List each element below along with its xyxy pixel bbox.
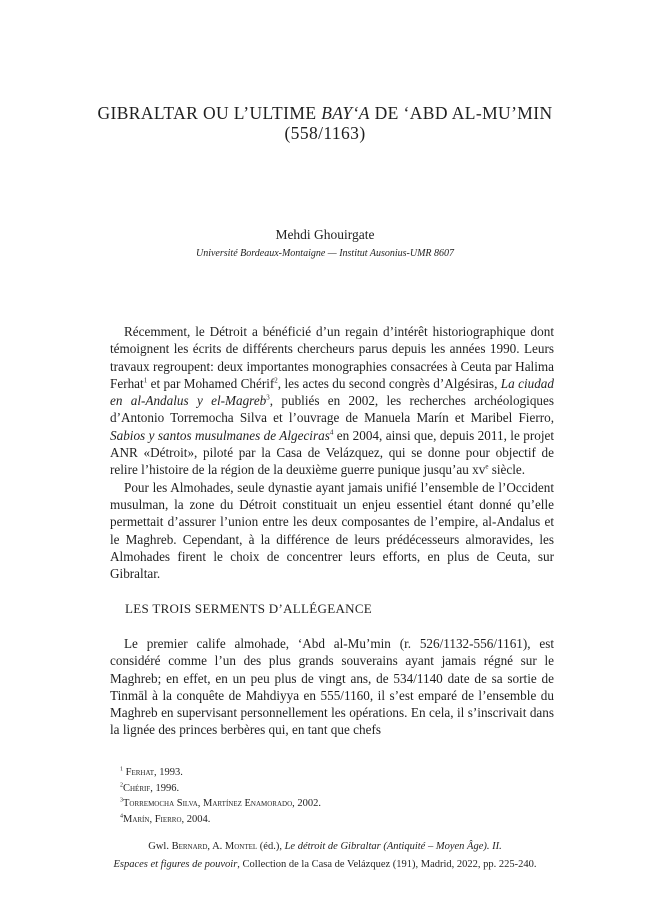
footnotes (120, 765, 321, 827)
publication-reference (0, 838, 650, 874)
ref-text: Gwl. (148, 841, 172, 852)
ref-editors: Bernard, A. Montel (171, 841, 258, 852)
article-title (0, 103, 650, 143)
ref-book-title: Le détroit de Gibraltar (Antiquité – Moyen Âge). II. (284, 841, 502, 852)
footnote-4 (120, 812, 321, 828)
author-affiliation: Université Bordeaux-Montaigne — Institut Ausonius-UMR 8607 (195, 248, 455, 259)
footnote-year: , 1996. (150, 782, 180, 794)
p1-text-b: et par Mohamed Chérif (147, 375, 275, 391)
footnote-ref-3: 3 (266, 393, 270, 402)
footnote-number: 4 (120, 813, 123, 819)
century-superscript: e (485, 462, 489, 471)
footnote-ref-4: 4 (329, 428, 334, 437)
p1-text-f: siècle. (488, 462, 526, 478)
title-subtitle: (558/1163) (284, 123, 366, 143)
footnote-1 (120, 765, 321, 781)
title-part1: GIBRALTAR OU L’ULTIME (97, 103, 322, 123)
reference-line-2 (0, 856, 650, 874)
footnote-author: Marín, Fierro (123, 813, 182, 825)
footnote-year: , 2004. (181, 813, 211, 825)
body-paragraph-1 (110, 323, 554, 582)
p1-text-e: en 2004, ainsi que, depuis 2011, le projet ANR «Détroit», piloté par la Casa de Velázquez, qui se donne pour objectif de relire l’histoire de la région de la deuxième guerre punique jusqu’au xv (110, 427, 554, 478)
footnote-number: 1 (120, 766, 123, 773)
p1-text-d: , publiés en 2002, les recherches archéologiques d’Antonio Torremocha Silva et l’ouvrage de Manuela Marín et Maribel Fierro, (110, 393, 554, 426)
p1-text-c: , les actes du second congrès d’Algésiras, (277, 375, 501, 391)
p1-book-title-1: La ciudad en al-Andalus y el-Magreb (110, 375, 554, 409)
footnote-ref-2: 2 (274, 376, 278, 385)
author-name: Mehdi Ghouirgate (275, 227, 375, 242)
footnote-number: 2 (120, 782, 123, 788)
title-italic: BAY‘A (321, 103, 370, 123)
footnote-year: , 2002. (292, 798, 322, 809)
reference-line-1 (0, 838, 650, 856)
body-paragraph-3 (110, 635, 554, 739)
title-part2: DE ‘ABD AL-MU’MIN (369, 103, 553, 123)
p1-text-a: Récemment, le Détroit a bénéficié d’un regain d’intérêt historiographique dont témoignent les écrits de différents chercheurs parus depuis les années 1990. Leurs travaux regroupent: deux importantes monographies consacrées à Ceuta par Halima Ferhat (110, 324, 554, 391)
footnote-author: Ferhat (125, 767, 155, 778)
ref-collection: , Collection de la Casa de Velázquez (191), Madrid, 2022, pp. 225-240. (237, 859, 537, 870)
footnote-author: Torremocha Silva, Martínez Enamorado (123, 798, 293, 809)
footnote-ref-1: 1 (143, 376, 148, 385)
p1-book-title-2: Sabios y santos musulmanes de Algeciras (110, 427, 330, 443)
p3-text: Le premier calife almohade, ‘Abd al-Mu’min (r. 526/1132-556/1161), est considéré comme l’un des plus grands souverains ayant jamais régné sur le Maghreb; en effet, en un peu plus de vingt ans, de 534/1140 date de sa sortie de Tinmāl à la conquête de Mahdiyya en 555/1160, il s’est emparé de l’ensemble du Maghreb en supervisant personnellement les opérations. En cela, il s’inscrivait dans la lignée des princes berbères qui, en tant que chefs (110, 636, 554, 738)
ref-text: (éd.), (257, 841, 285, 852)
footnote-2 (120, 781, 321, 797)
footnote-3 (120, 796, 321, 812)
footnote-number: 3 (120, 797, 123, 804)
footnote-author: Chérif (123, 782, 151, 794)
section-heading: LES TROIS SERMENTS D’ALLÉGEANCE (125, 601, 373, 616)
body-paragraph-2: Pour les Almohades, seule dynastie ayant jamais unifié l’ensemble de l’Occident musulman, la zone du Détroit constituait un enjeu essentiel étant donné qu’elle permettait d’assurer l’union entre les deux composantes de l’empire, al-Andalus et le Maghreb. Cependant, à la différence de leurs prédécesseurs almoravides, les Almohades firent le choix de concentrer leurs efforts, en plus de Ceuta, sur Gibraltar. (110, 479, 554, 582)
ref-book-subtitle: Espaces et figures de pouvoir (113, 859, 238, 870)
footnote-year: , 1993. (154, 767, 183, 778)
